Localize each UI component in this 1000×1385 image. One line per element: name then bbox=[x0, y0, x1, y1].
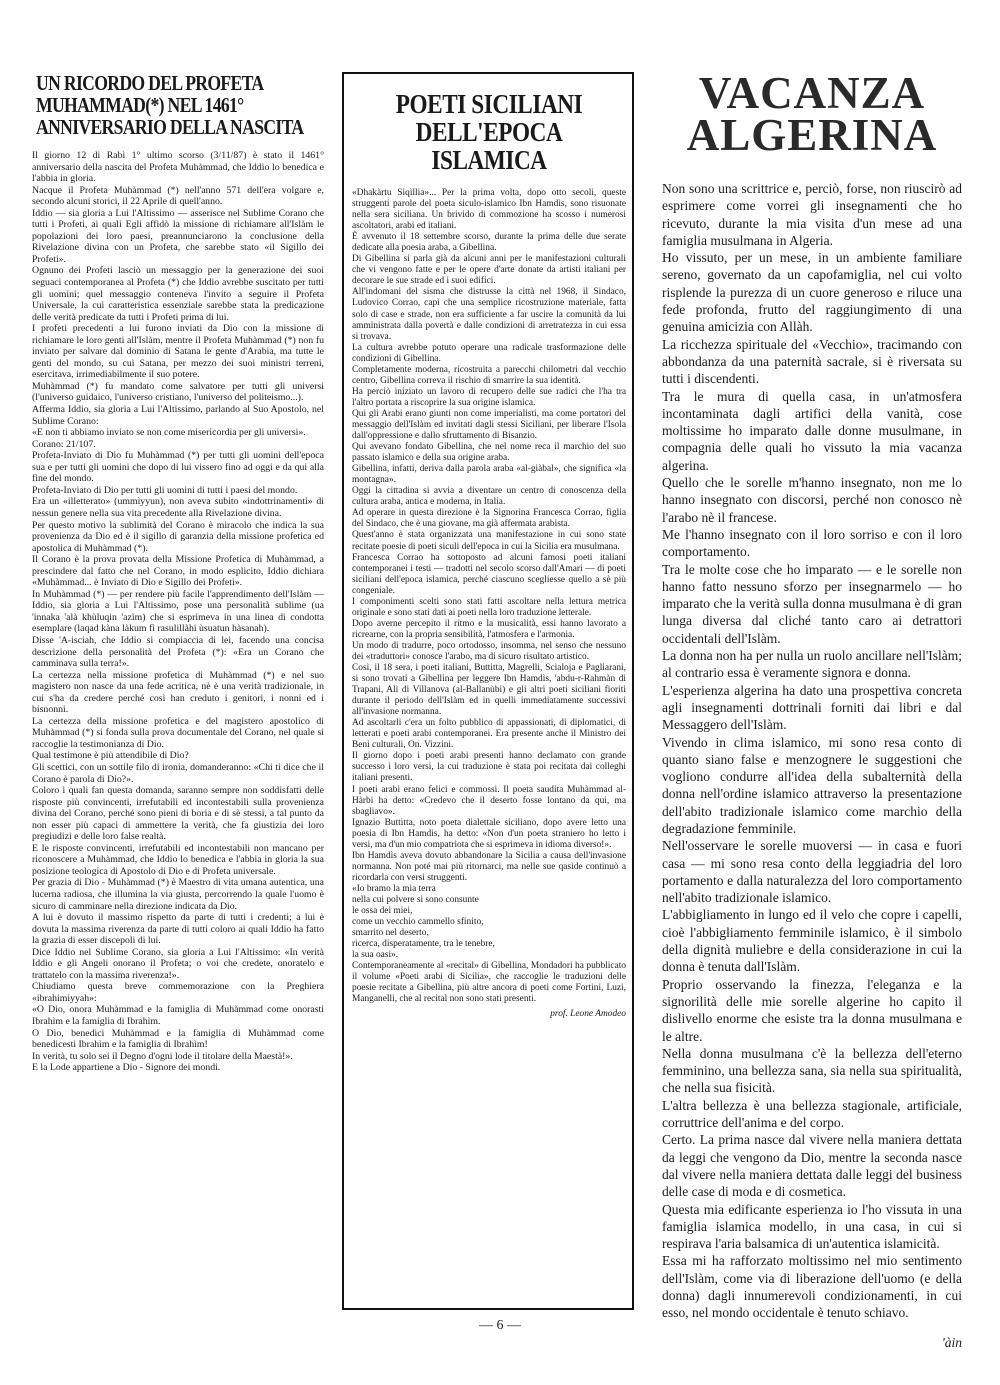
paragraph: Vivendo in clima islamico, mi sono resa conto di quanto siano false e menzognere le suggestioni che vogliono condurre all'idea della subalternità della donna nell'ordine islamico attraverso la presentazione dell'abito tradizionale islamico come marchio della degradazione femminile. bbox=[662, 734, 962, 836]
paragraph: E la Lode appartiene a Dio - Signore dei mondi. bbox=[32, 1062, 221, 1074]
paragraph: Non sono una scrittrice e, perciò, forse, non riuscirò ad esprimere come vorrei gli insegnamenti che ho ricevuto, durante la mia visita d'un mese ad una famiglia musulmana in Algeria. bbox=[662, 181, 962, 248]
paragraph: A lui è dovuto il massimo rispetto da parte di tutti i credenti; a lui è dovuta la massima riverenza da parte di tutti coloro ai quali Iddio ha fatto la grazia di esser discepoli di lui. bbox=[32, 912, 324, 947]
paragraph: Profeta-Inviato di Dio fu Muhàmmad (*) per tutti gli uomini dell'epoca sua e per tutti gli uomini che dopo di lui vissero fino ad oggi e da qui alla fine del mondo. bbox=[32, 450, 324, 485]
paragraph: Questa mia edificante esperienza io l'ho vissuta in una famiglia islamica modello, in una casa, in cui si respirava l'aria balsamica di un'autentica islamicità. bbox=[662, 1201, 962, 1252]
paragraph: Qui avevano fondato Gibellina, che nel nome reca il marchio del suo passato islamico e della sua origine araba. bbox=[352, 442, 626, 464]
paragraph: Il giorno dopo i poeti arabi presenti hanno declamato con grande successo i loro versi, la cui traduzione è stata poi recitata dai colleghi italiani presenti. bbox=[352, 751, 626, 784]
paragraph: In verità, tu solo sei il Degno d'ogni lode il titolare della Maestà!». bbox=[32, 1050, 293, 1062]
paragraph: Completamente moderna, ricostruita a parecchi chilometri dal vecchio centro, Gibellina correva il rischio di smarrire la sua identità. bbox=[352, 364, 626, 386]
paragraph: Essa mi ha rafforzato moltissimo nel mio sentimento dell'Islàm, come via di liberazione dell'uomo (e della donna) dagli innumerevoli condizionamenti, in cui esso, nel mondo occidentale è tenuto schiavo. bbox=[662, 1253, 962, 1321]
paragraph: Era un «illetterato» (ummìyyun), non aveva subito «indottrinamenti» di nessun genere nella sua vita precedente alla Rivelazione divina. bbox=[32, 496, 324, 519]
paragraph: «E non ti abbiamo inviato se non come misericordia per gli universi». bbox=[32, 427, 306, 439]
paragraph: L'esperienza algerina ha dato una prospettiva concreta agli insegnamenti dottrinali forniti dai libri e dal Messaggero dell'Islàm. bbox=[662, 682, 962, 733]
article-title: VACANZA ALGERINA bbox=[686, 68, 938, 160]
article-box bbox=[342, 72, 634, 1310]
paragraph: Gibellina, infatti, deriva dalla parola araba «al-giàbal», che significa «la montagna». bbox=[352, 464, 626, 486]
paragraph: La cultura avrebbe potuto operare una radicale trasformazione delle condizioni di Gibellina. bbox=[352, 342, 626, 364]
article-poeti-siciliani bbox=[342, 72, 634, 1312]
paragraph: La donna non ha per nulla un ruolo ancillare nell'Islàm; al contrario essa è veramente signora e donna. bbox=[662, 648, 962, 681]
paragraph: Così, il 18 sera, i poeti italiani, Buttitta, Magrelli, Scialoja e Pagliarani, si sono trovati a Gibellina per leggere Ibn Hamdìs, 'abdu-r-Rahmàn di Trapani, Alì di Villanova (al-Ballanùbi) e gli altri poeti siciliani fioriti durante il periodo dell'Islàm ed in quelli immediatamente successivi all'invasione normanna. bbox=[352, 663, 626, 718]
paragraph: Nell'osservare le sorelle muoversi — in casa e fuori casa — mi sono resa conto della leggiadria del loro portamento e dalla naturalezza del loro comportamento nell'abito tradizionale islamico. bbox=[662, 838, 962, 906]
paragraph: La ricchezza spirituale del «Vecchio», tracimando con abbondanza da una paternità sacrale, si è riversata su tutti i discendenti. bbox=[662, 336, 962, 387]
paragraph: Afferma Iddio, sia gloria a Lui l'Altissimo, parlando al Suo Apostolo, nel Sublime Corano: bbox=[32, 404, 324, 427]
article-ricordo-profeta bbox=[32, 72, 324, 1312]
paragraph: Disse 'A-isciah, che Iddio si compiaccia di lei, facendo una concisa descrizione della personalità del Profeta (*): «Era un Corano che camminava sulla terra!». bbox=[32, 634, 324, 670]
article-body bbox=[352, 188, 626, 1005]
paragraph: L'altra bellezza è una bellezza stagionale, artificiale, corruttrice dell'anima e del corpo. bbox=[662, 1097, 962, 1131]
paragraph: Gli scettici, con un sottile filo di ironia, domanderanno: «Chi ti dice che il Corano è parola di Dio?». bbox=[32, 761, 324, 785]
paragraph: Qual testimone è più attendibile di Dio? bbox=[32, 750, 189, 762]
paragraph: Ad ascoltarli c'era un folto pubblico di appassionati, di diplomatici, di letterati e poeti arabi contemporanei. Era presente anche il Ministro dei Beni culturali, On. Vizzini. bbox=[352, 718, 626, 751]
paragraph: Me l'hanno insegnato con il loro sorriso e con il loro comportamento. bbox=[662, 526, 962, 560]
paragraph: Contemporaneamente al «recital» di Gibellina, Mondadori ha pubblicato il volume «Poeti arabi di Sicilia», che raccoglie le traduzioni delle poesie recitate a Gibellina, più altre ancora di poeti come Fortini, Luzi, Manganelli, che al recital non sono stati presenti. bbox=[352, 961, 626, 1005]
article-vacanza-algerina bbox=[662, 68, 962, 1350]
paragraph: «O Dio, onora Muhàmmad e la famiglia di Muhàmmad come onorasti Ibrahìm e la famiglia di Ibrahìm. bbox=[32, 1004, 324, 1028]
paragraph: E le risposte convincenti, irrefutabili ed incontestabili non mancano per riconoscere a Muhàmmad, che Iddio lo benedica e l'abbia in gloria la sua posizione teologica di Apostolo di Dio e di Profeta universale. bbox=[32, 842, 324, 877]
article-title: UN RICORDO DEL PROFETA MUHAMMAD(*) NEL 1461° ANNIVERSARIO DELLA NASCITA bbox=[36, 71, 304, 139]
paragraph: Tra le molte cose che ho imparato — e le sorelle non hanno fatto nessuno sforzo per insegnarmelo — ho imparato che la verità sulla donna musulmana è di gran lunga diversa dal cliché tanto caro ai detrattori occidentali dell'Islàm. bbox=[662, 561, 962, 646]
paragraph: Un modo di tradurre, poco ortodosso, insomma, nel senso che nessuno dei «traduttori» conosce l'arabo, ma di sicuro risultato artistico. bbox=[352, 640, 626, 662]
paragraph: I componimenti scelti sono stati fatti ascoltare nella lettura metrica originale e sono stati dati ai poeti nella loro traduzione letterale. bbox=[352, 596, 626, 618]
paragraph: Per grazia di Dio - Muhàmmad (*) è Maestro di vita umana autentica, una lucerna radiosa, che illumina la via giusta, percorrendo la quale l'uomo è sicuro di camminare nella direzione indicata da Dio. bbox=[32, 877, 324, 912]
paragraph: Nella donna musulmana c'è la bellezza dell'eterno femminino, una bellezza sana, sia nella sua spiritualità, che nella sua fisicità. bbox=[662, 1045, 962, 1096]
paragraph: ricerca, disperatamente, tra le tenebre, bbox=[352, 939, 495, 950]
paragraph: Corano: 21/107. bbox=[32, 438, 96, 450]
paragraph: «Io bramo la mia terra bbox=[352, 883, 436, 894]
paragraph: Quello che le sorelle m'hanno insegnato, non me lo hanno insegnato con discorsi, perché non conosco nè l'arabo nè il francese. bbox=[662, 475, 962, 525]
paragraph: Ad operare in questa direzione è la Signorina Francesca Corrao, figlia del Sindaco, che è una giovane, ma già affermata arabista. bbox=[352, 508, 626, 530]
paragraph: le ossa dei miei, bbox=[352, 906, 413, 917]
author-signature: 'àin bbox=[941, 1334, 962, 1350]
paragraph: Quest'anno è stata organizzata una manifestazione in cui sono state recitate poesie di poeti siculi dell'epoca in cui la Sicilia era musulmana. bbox=[352, 530, 626, 552]
paragraph: Ho vissuto, per un mese, in un ambiente familiare sereno, governato da un capofamiglia, nel cui volto risplende la purezza di un cuore generoso e riluce una fede profonda, frutto del raggiungimento di una genuina amicizia con Allàh. bbox=[662, 250, 962, 335]
paragraph: Profeta-Inviato di Dio per tutti gli uomini di tutti i paesi del mondo. bbox=[32, 484, 298, 496]
paragraph: Qui gli Arabi erano giunti non come imperialisti, ma come portatori del messaggio dell'Islàm ed invitati dagli stessi Siciliani, per liberare l'Isola dall'oppressione e dallo sfruttamento di Bisanzio. bbox=[352, 408, 626, 442]
paragraph: come un vecchio cammello sfinito, bbox=[352, 917, 484, 928]
author-signature: prof. Leone Amodeo bbox=[550, 1009, 626, 1020]
paragraph: Coloro i quali fan questa domanda, saranno sempre non soddisfatti delle risposte più convincenti, irrefutabili ed incontestabili sulla provenienza divina del Corano, perché sono pieni di boria e di sè stessi, a tal punto da non esser più capaci di ammettere la verità, che fa giustizia dei loro pregiudizi e delle loro false realtà. bbox=[32, 785, 324, 843]
paragraph: Ibn Hamdìs aveva dovuto abbandonare la Sicilia a causa dell'invasione normanna. Non poté mai più ritornarci, ma nelle sue qasìde continuò a ricordarla con versi struggenti. bbox=[352, 850, 626, 883]
paragraph: In Muhàmmad (*) — per rendere più facile l'apprendimento dell'Islàm — Iddio, sia gloria a Lui l'Altissimo, pose una personalità sublime (ua 'innaka 'alà khùluqin 'azìm) che si esprimeva in una linea di condotta esemplare (laqad kàna làkum fì rasulillàhi ùsuatun hàsanah). bbox=[32, 588, 324, 635]
paragraph: Iddio — sia gloria a Lui l'Altissimo — asserisce nel Sublime Corano che tutti i Profeti, ai quali Egli affidò la missione di richiamare all'Islàm le popolazioni dei loro paesi, preannunciarono la conclusione della Rivelazione divina con un Profeta, che sarebbe stato «il Sigillo dei Profeti». bbox=[32, 207, 324, 265]
paragraph: I profeti precedenti a lui furono inviati da Dio con la missione di richiamare le loro genti all'Islàm, mentre il Profeta Muhàmmad (*) non fu inviato per salvare dal dominio di Satana le gente d'Arabia, ma tutte le genti del mondo, su cui Satana, per mezzo dei suoi ministri terreni, esercitava, irrimediabilmente il suo potere. bbox=[32, 323, 324, 381]
page-number: — 6 — bbox=[479, 1318, 521, 1333]
paragraph: «Dhakàrtu Siqìllia»... Per la prima volta, dopo otto secoli, queste struggenti parole del poeta siculo-islamico Ibn Hamdìs, sono risuonate nella sera siciliana. Un brivido di commozione ha scosso i numerosi ascoltatori, arabi ed italiani. bbox=[352, 188, 626, 232]
paragraph: Chiudiamo questa breve commemorazione con la Preghiera «ibrahimiyyah»: bbox=[32, 981, 324, 1004]
paragraph: O Dio, benedici Muhàmmad e la famiglia di Muhàmmad come benedicesti Ibrahìm e la famiglia di Ibrahìm! bbox=[32, 1027, 324, 1051]
paragraph: Ignazio Buttitta, noto poeta dialettale siciliano, dopo avere letto una poesia di Ibn Hamdìs, ha detto: «Non d'un poeta straniero ho letto i versi, ma d'un mio compatriota che si esprimeva in idioma diverso!». bbox=[352, 817, 626, 850]
article-title: POETI SICILIANI DELL'EPOCA ISLAMICA bbox=[395, 89, 583, 175]
paragraph: la sua oasi». bbox=[352, 950, 399, 961]
article-body bbox=[662, 180, 962, 1322]
paragraph: Tra le mura di quella casa, in un'atmosfera incontaminata dagli artifici della vanità, cose moltissime ho imparato dalle donne musulmane, in compagnia delle quali ho vissuto la mia vacanza algerina. bbox=[662, 388, 962, 473]
paragraph: È avvenuto il 18 settembre scorso, durante la prima delle due serate dedicate alla poesia araba, a Gibellina. bbox=[352, 232, 626, 254]
paragraph: smarrito nel deserto, bbox=[352, 928, 429, 939]
paragraph: Il Corano è la prova provata della Missione Profetica di Muhàmmad, a prescindere dal fatto che nel Corano, in modo esplicito, Iddio dichiara «Muhàmmad... è Inviato di Dio e Sigillo dei Profeti». bbox=[32, 554, 324, 589]
paragraph: L'abbigliamento in lungo ed il velo che copre i capelli, cioè l'abbigliamento femminile islamico, è il simbolo della dignità muliebre e della considerazione in cui la donna è tenuta dall'Islàm. bbox=[662, 907, 962, 975]
paragraph: nella cui polvere si sono consunte bbox=[352, 895, 479, 905]
paragraph: Il giorno 12 di Rabì 1° ultimo scorso (3/11/87) è stato il 1461° anniversario della nascita del Profeta Muhàmmad, che Iddio lo benedica e l'abbia in gloria. bbox=[32, 150, 324, 185]
paragraph: La certezza nella missione profetica di Muhàmmad (*) e nel suo magistero non nasce da una fede acritica, nè è una verità tradizionale, in cui s'ha da credere perché così han creduto i genitori, i nonni ed i bisnonni. bbox=[32, 669, 324, 716]
paragraph: I poeti arabi erano felici e commossi. Il poeta saudita Muhàmmad al-Hàrbi ha detto: «Credevo che il deserto fosse lontano da qui, ma sbagliavo». bbox=[352, 784, 626, 817]
paragraph: Di Gibellina si parla già da alcuni anni per le manifestazioni culturali che vi vengono fatte e per le opere d'arte donate da artisti italiani per decorare le sue strade ed i suoi edifici. bbox=[352, 254, 626, 287]
article-body bbox=[32, 150, 324, 1074]
paragraph: Oggi la cittadina si avvia a diventare un centro di conoscenza della cultura araba, antica e moderna, in Italia. bbox=[352, 486, 626, 508]
paragraph: Ognuno dei Profeti lasciò un messaggio per la generazione dei suoi seguaci contemporanea al Profeta (*) che Iddio avrebbe suscitato per tutti gli uomini; quel messaggio conteneva l'invito a seguire il Profeta Universale, la cui caratteristica essenziale sarebbe stata la predicazione delle verità predicate da tutti i Profeti prima di lui. bbox=[32, 265, 324, 323]
paragraph: All'indomani del sisma che distrusse la città nel 1968, il Sindaco, Ludovico Corrao, capì che una semplice ricostruzione materiale, fatta solo di case e strade, non era sufficiente a far uscire la comunità da lui amministrata dalla povertà e dalle condizioni di arretratezza in cui essa si trovava. bbox=[352, 287, 626, 342]
paragraph: La certezza della missione profetica e del magistero apostolico di Muhàmmad (*) si fonda sulla prova documentale del Corano, nel quale si raccoglie la testimonianza di Dio. bbox=[32, 715, 324, 750]
paragraph: Muhàmmad (*) fu mandato come salvatore per tutti gli universi (l'universo guidaico, l'universo cristiano, l'universo del politeismo...). bbox=[32, 380, 324, 404]
paragraph: Certo. La prima nasce dal vivere nella maniera dettata da leggi che vengono da Dio, mentre la seconda nasce dal vivere nella maniera dettata dalle leggi del business delle case di moda e di cosmetica. bbox=[662, 1132, 962, 1200]
paragraph: Proprio osservando la finezza, l'eleganza e la signorilità delle mie sorelle algerine ho capito il dislivello enorme che esiste tra la donna musulmana e le altre. bbox=[662, 976, 962, 1044]
paragraph: Ha perciò iniziato un lavoro di recupero delle sue radici che l'ha tra l'altro portata a riscoprire la sua origine islamica. bbox=[352, 386, 626, 408]
paragraph: Nacque il Profeta Muhàmmad (*) nell'anno 571 dell'era volgare e, secondo alcuni storici, il 22 Aprile di quell'anno. bbox=[32, 184, 324, 208]
paragraph: Francesca Corrao ha sottoposto ad alcuni famosi poeti italiani contemporanei i testi — tradotti nel secolo scorso dall'Amari — di poeti siciliani dell'epoca islamica, perché ciascuno scegliesse quello a sè più congeniale. bbox=[352, 552, 626, 596]
paragraph: Dice Iddio nel Sublime Corano, sia gloria a Lui l'Altissimo: «In verità Iddio e gli Angeli onorano il Profeta; o voi che credete, onoratelo e trattatelo con la massima riverenza!». bbox=[32, 946, 324, 981]
paragraph: Dopo averne percepito il ritmo e la musicalità, essi hanno lavorato a ricrearne, con la propria sensibilità, l'atmosfera e l'armonia. bbox=[352, 618, 626, 640]
paragraph: Per questo motivo la sublimità del Corano è miracolo che indica la sua provenienza da Dio ed è il sigillo di garanzia della missione profetica ed apostolica di Muhàmmad (*). bbox=[32, 519, 324, 554]
